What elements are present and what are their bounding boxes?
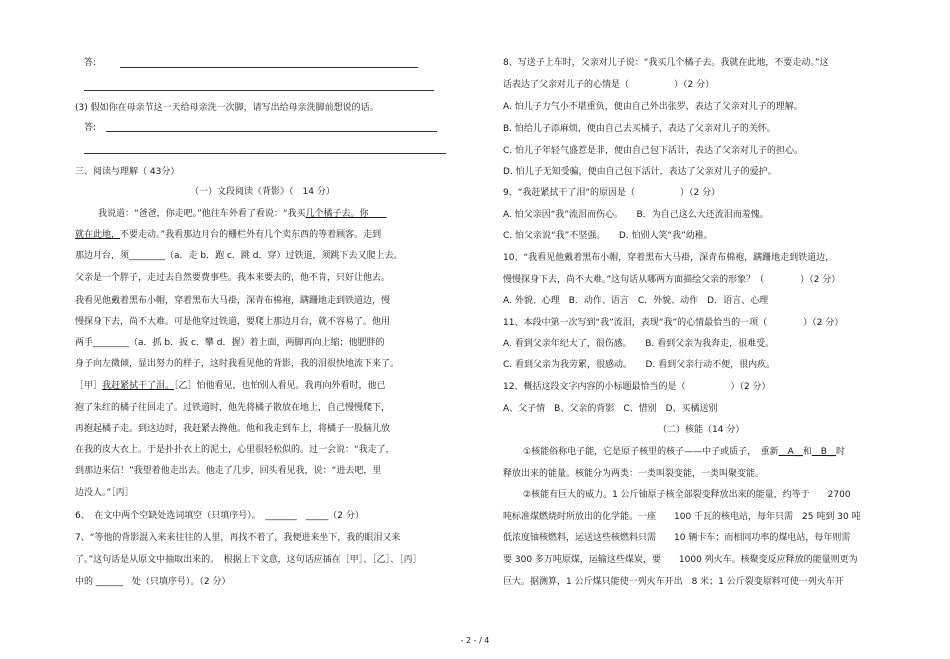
question-8: 话表达了父亲对儿子的心情是（ ）（2 分） bbox=[503, 80, 715, 90]
option: C. 怕父亲说“我”不坚强。 D. 怕别人笑“我”幼稚。 bbox=[503, 231, 713, 241]
passage-line: 身子向左微倾，显出努力的样子，这时我看见他的背影，我的泪很快地流下来了。 bbox=[75, 359, 400, 369]
question-8: 8、写送子上车时，父亲对儿子说：“我买几个橘子去。我就在此地，不要走动。”这 bbox=[503, 58, 829, 68]
passage-line: 吨标准煤燃烧时所放出的化学能。一座 100 千瓦的核电站，每年只需 25 吨到 30 吨 bbox=[503, 512, 861, 522]
answer-label: 答: bbox=[84, 58, 97, 68]
answer-line bbox=[84, 153, 446, 154]
option: A、父子情 B、父亲的背影 C、惜别 D、买橘送别 bbox=[503, 404, 718, 414]
answer-line bbox=[120, 67, 418, 68]
answer-line bbox=[84, 90, 434, 91]
passage-line: 两手________（a．抓 b．扳 c．攀 d．握）着上面，两脚再向上缩；他肥胖的 bbox=[75, 338, 385, 348]
passage-line: 在我的皮大衣上。于是扑扑衣上的泥土，心里很轻松似的。过一会说：“我走了， bbox=[75, 445, 395, 455]
section-title: （二）核能（14 分） bbox=[658, 425, 745, 435]
option: D. 怕儿子无知受骗，便由自己包下活计，表达了父亲对儿子的爱护。 bbox=[503, 167, 777, 177]
option: A. 外貌、心理 B．动作、语言 C．外貌、动作 D．语言、心理 bbox=[503, 296, 769, 306]
question-7: 了。”这句话是从原文中抽取出来的。 根据上下文意，这句话应插在［甲］、［乙］、［丙］ bbox=[75, 555, 422, 565]
passage-line: ①核能俗称电子能，它是原子核里的核子——中子或质子， 重新 A__和 B__时 bbox=[523, 447, 845, 457]
answer-label: 答: bbox=[84, 123, 97, 133]
question-6: 6、 在文中两个空缺处选词填空（只填序号）。 _______ _____（2 分） bbox=[75, 511, 364, 521]
option: A. 看到父亲年纪大了，很伤感。 B. 看到父亲为我奔走，很难受。 bbox=[503, 339, 775, 349]
question-12: 12、概括这段文字内容的小标题最恰当的是（ ）（2 分） bbox=[503, 382, 771, 392]
passage-line: 抱了朱红的橘子往回走了。过铁道时，他先将橘子散放在地上，自己慢慢爬下， bbox=[75, 403, 391, 413]
section-heading: 三、阅读与理解（ 43分） bbox=[75, 167, 180, 177]
question-7: 中的 ______ 处（只填序号）。（2 分） bbox=[75, 577, 231, 587]
option: C. 看到父亲为我劳累，很感动。 D. 看到父亲行动不便，很内疚。 bbox=[503, 360, 776, 370]
passage-title: （一）文段阅读《背影》（ 14 分） bbox=[190, 187, 335, 197]
passage-line: 再抱起橘子走。到这边时，我赶紧去搀他。他和我走到车上，将橘子一股脑儿放 bbox=[75, 424, 391, 434]
question-11: 11、本段中第一次写到“我”流泪，表现“我”的心情最恰当的一项（ ）（2 分） bbox=[503, 318, 844, 328]
passage-line: 我看见他戴着黑布小帽，穿着黑布大马褂，深青布棉袍，蹒跚地走到铁道边，慢 bbox=[75, 296, 391, 306]
question-7: 7、“等他的背影混入来来往往的人里，再找不着了，我便进来坐下，我的眼泪又来 bbox=[75, 533, 401, 543]
option: A. 怕父亲因“我”流泪而伤心。 B．为自己这么大还流泪而羞愧。 bbox=[503, 210, 769, 220]
answer-line bbox=[106, 131, 437, 132]
passage-line: 边没人。”［丙］ bbox=[75, 488, 134, 498]
question-9: 9、“我赶紧拭干了泪”的原因是（ ）（2 分） bbox=[503, 188, 721, 198]
passage-line: 要 300 多万吨原煤，运输这些煤炭，要 1000 列火车。核聚变反应释放的能量则更为 bbox=[503, 555, 858, 565]
option: C. 怕儿子年轻气盛惹是非，便由自己包下活计，表达了父亲对儿子的担心。 bbox=[503, 146, 804, 156]
passage-line: 父亲是一个胖子，走过去自然要费事些。我本来要去的，他不肯，只好让他去。 bbox=[75, 273, 391, 283]
question-10: 慢慢探身下去，尚不大难。”这句话从哪两方面描绘父亲的形象？（ ）（2 分） bbox=[503, 275, 841, 285]
passage-line: ②核能有巨大的威力。1 公斤铀原子核全部裂变释放出来的能量，约等于 2700 bbox=[523, 490, 851, 500]
passage-line: 低浓度铀核燃料，运送这些核燃料只需 10 辆卡车；而相同功率的煤电站，每年则需 bbox=[503, 533, 851, 543]
passage-line: 那边月台，须________（a．走 b．跑 c．跳 d．穿）过铁道，须跳下去又爬上去。 bbox=[75, 251, 403, 261]
passage-line: 就在此地，不要走动。”我看那边月台的栅栏外有几个卖东西的等着顾客。走到 bbox=[75, 230, 382, 240]
option: B. 怕给儿子添麻烦，便由自己去买橘子，表达了父亲对儿子的关怀。 bbox=[503, 124, 776, 134]
passage-line: 慢探身下去，尚不大难。可是他穿过铁道，要爬上那边月台，就不容易了。他用 bbox=[75, 317, 391, 327]
option: A. 怕儿子力气小不堪重负，便由自己外出张罗，表达了父亲对儿子的理解。 bbox=[503, 102, 803, 112]
question-10: 10、“我看见他戴着黑布小帽，穿着黑布大马褂，深青布棉袍，蹒跚地走到铁道边， bbox=[503, 253, 835, 263]
page-number: - 2 - / 4 bbox=[460, 636, 490, 645]
passage-line: 我说道：“爸爸，你走吧。”他往车外看了看说：“我买几个橘子去。你 bbox=[98, 209, 369, 219]
passage-line: 释放出来的能量。核能分为两类：一类叫裂变能，一类叫聚变能。 bbox=[503, 469, 765, 479]
question-3: (3) 假如你在母亲节这一天给母亲洗一次脚，请写出给母亲洗脚前想说的话。 bbox=[75, 103, 379, 113]
passage-line: 到那边来信！”我望着他走出去。他走了几步，回头看见我，说：“进去吧，里 bbox=[75, 466, 382, 476]
passage-line: ［甲］我赶紧拭干了泪。［乙］怕他看见，也怕别人看见。我再向外看时，他已 bbox=[75, 381, 386, 391]
passage-line: 巨大。据测算，1 公斤煤只能使一列火车开出 8 米；1 公斤裂变原料可使一列火车开 bbox=[503, 577, 844, 587]
